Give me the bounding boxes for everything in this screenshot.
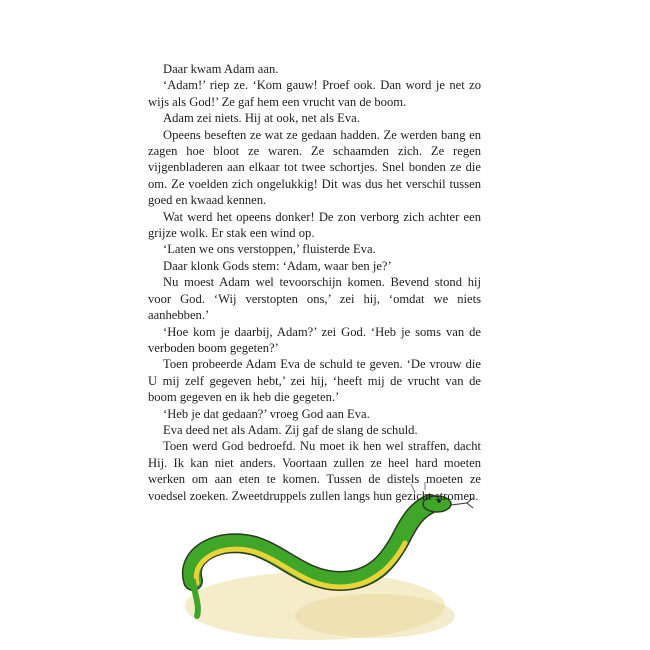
paragraph: Toen werd God bedroefd. Nu moet ik hen wel straffen, dacht Hij. Ik kan niet anders. Voortaan zullen ze heel hard moeten werken om aan eten te komen. Tussen de distels moeten ze voedsel zoeken. Zweetdruppels zullen langs hun gezicht stromen. bbox=[148, 439, 481, 503]
paragraph: Toen probeerde Adam Eva de schuld te geven. ‘De vrouw die U mij zelf gegeven hebt,’ zei hij, ‘heeft mij de vrucht van de boom gegeven en ik heb die gegeten.’ bbox=[148, 357, 481, 405]
snake-body-fill bbox=[192, 504, 430, 581]
story-text bbox=[148, 61, 481, 504]
paragraph: Eva deed net als Adam. Zij gaf de slang de schuld. bbox=[163, 422, 418, 437]
paragraph: Wat werd het opeens donker! De zon verborg zich achter een grijze wolk. Er stak een wind op. bbox=[148, 209, 481, 241]
paragraph: Daar kwam Adam aan. bbox=[163, 62, 279, 76]
paragraph: ‘Hoe kom je daarbij, Adam?’ zei God. ‘Heb je soms van de verboden boom gegeten?’ bbox=[148, 324, 481, 355]
paragraph: Nu moest Adam wel tevoorschijn komen. Bevend stond hij voor God. ‘Wij verstopten ons,’ zei hij, ‘omdat we niets aanhebben.’ bbox=[148, 275, 481, 323]
paragraph: ‘Laten we ons verstoppen,’ fluisterde Eva. bbox=[163, 242, 376, 257]
paragraph: ‘Heb je dat gedaan?’ vroeg God aan Eva. bbox=[163, 406, 370, 421]
paragraph: Daar klonk Gods stem: ‘Adam, waar ben je?’ bbox=[163, 258, 392, 273]
ground-shadow bbox=[295, 594, 455, 638]
paragraph: Opeens beseften ze wat ze gedaan hadden. Ze werden bang en zagen hoe bloot ze waren. Ze schaamden zich. Ze regen vijgenbladeren aan elkaar tot twee schortjes. Snel bonden ze die om. Ze voelden zich ongelukkig! Dit was dus het verschil tussen goed en kwaad kennen. bbox=[148, 127, 481, 208]
paragraph: ‘Adam!’ riep ze. ‘Kom gauw! Proef ook. Dan word je net zo wijs als God!’ Ze gaf hem een vrucht van de boom. bbox=[148, 78, 481, 109]
paragraph: Adam zei niets. Hij at ook, net als Eva. bbox=[163, 111, 360, 126]
